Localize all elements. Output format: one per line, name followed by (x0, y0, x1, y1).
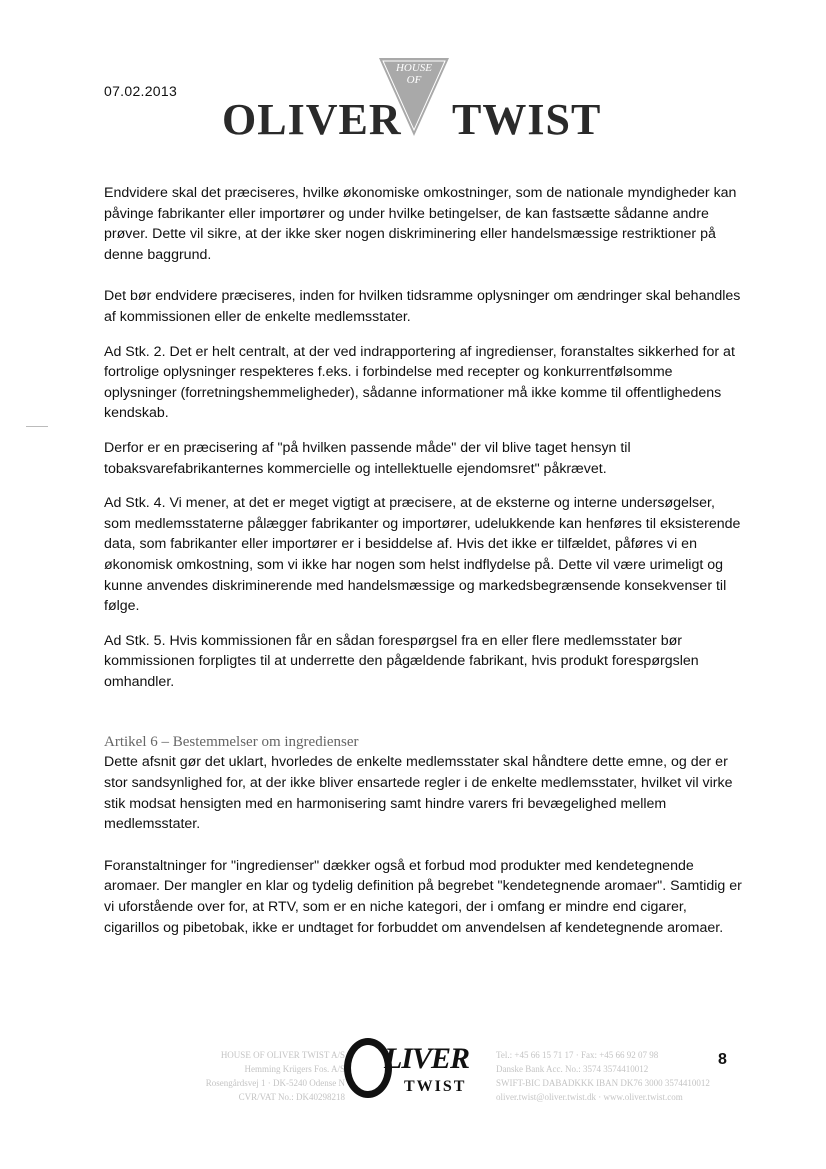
paragraph: Endvidere skal det præciseres, hvilke økonomiske omkostninger, som de nationale myndigheder kan påvinge fabrikanter eller importører og under hvilke betingelser, de kan fastsætte sådanne andre prøver. Dette vil sikre, at der ikke sker nogen diskriminering eller handelsmæssige restriktioner på denne baggrund. (104, 185, 737, 263)
footer-line: oliver.twist@oliver.twist.dk · www.oliver.twist.com (496, 1092, 683, 1102)
footer-line: CVR/VAT No.: DK40298218 (238, 1092, 345, 1102)
footer-line: Rosengårdsvej 1 · DK-5240 Odense N (205, 1078, 345, 1088)
logo-badge-of: OF (406, 74, 422, 86)
margin-mark (26, 426, 48, 427)
logo-badge-text (379, 62, 449, 86)
footer-line: HOUSE OF OLIVER TWIST A/S (220, 1050, 345, 1060)
paragraph: Det bør endvidere præciseres, inden for hvilken tidsramme oplysninger om ændringer skal behandles af kommissionen eller de enkelte medlemsstater. (104, 288, 741, 325)
footer-logo-liver: LIVER (384, 1042, 470, 1075)
footer-logo (344, 1032, 484, 1112)
paragraph: Derfor er en præcisering af "på hvilken passende måde" der vil blive taget hensyn til tobaksvarefabrikanternes kommercielle og intellektuelle ejendomsret" påkrævet. (104, 439, 631, 477)
footer-line: SWIFT-BIC DABADKKK IBAN DK76 3000 3574410012 (496, 1078, 710, 1088)
footer-line: Hemming Krügers Fos. A/S (244, 1064, 345, 1074)
logo-word-twist: TWIST (452, 95, 602, 144)
footer-logo-twist: TWIST (404, 1078, 467, 1095)
letter-body (104, 183, 744, 938)
footer-line: Danske Bank Acc. No.: 3574 3574410012 (496, 1064, 649, 1074)
logo-badge-house: HOUSE (395, 62, 433, 74)
page-number: 8 (718, 1051, 727, 1068)
footer-company-info (120, 1048, 345, 1104)
document-date: 07.02.2013 (104, 83, 178, 99)
section-heading: Artikel 6 – Bestemmelser om ingredienser (104, 734, 359, 751)
paragraph: Dette afsnit gør det uklart, hvorledes de enkelte medlemsstater skal håndtere dette emne, og der er stor sandsynlighed for, at der ikke bliver ensartede regler i de enkelte medlemsstater, hvilket vil virke stik modsat hensigten med en harmonisering samt hindre varers fri bevægelighed mellem medlemsstater. (104, 754, 733, 833)
paragraph: Foranstaltninger for "ingredienser" dækker også et forbud mod produkter med kendetegnende aromaer. Der mangler en klar og tydelig definition på begrebet "kendetegnende aromaer". Samtidig er vi uforstående over for, at RTV, som er en niche kategori, der i omfang er mindre end cigarer, cigarillos og pibetobak, ikke er undtaget for forbuddet om anvendelsen af kendetegnende aromaer. (104, 857, 742, 936)
logo-word-oliver: OLIVER (222, 95, 402, 144)
paragraph: Ad Stk. 4. Vi mener, at det er meget vigtigt at præcisere, at de eksterne og interne undersøgelser, som medlemsstaterne pålægger fabrikanter og importører, udelukkende kan henføres til eksisterende data, som fabrikanter eller importører er i besiddelse af. Hvis det ikke er tilfældet, påføres vi en økonomisk omkostning, som vi ikke har nogen som helst indflydelse på. Dette vil være urimeligt og kunne anvendes diskriminerende med handelsmæssige og markedsbegrænsende konsekvenser til følge. (104, 495, 741, 615)
footer-line: Tel.: +45 66 15 71 17 · Fax: +45 66 92 07 98 (496, 1050, 659, 1060)
paragraph: Ad Stk. 5. Hvis kommissionen får en sådan forespørgsel fra en eller flere medlemsstater bør kommissionen forpligtes til at underrette den pågældende fabrikant, hvis produkt forespørgslen omhandler. (104, 632, 699, 690)
header-logo (222, 58, 602, 144)
paragraph: Ad Stk. 2. Det er helt centralt, at der ved indrapportering af ingredienser, foranstaltes sikkerhed for at fortrolige oplysninger respekteres f.eks. i forbindelse med recepter og konkurrentfølsomme oplysninger (forretningshemmeligheder), sådanne informationer må ikke komme til offentlighedens kendskab. (104, 343, 735, 422)
